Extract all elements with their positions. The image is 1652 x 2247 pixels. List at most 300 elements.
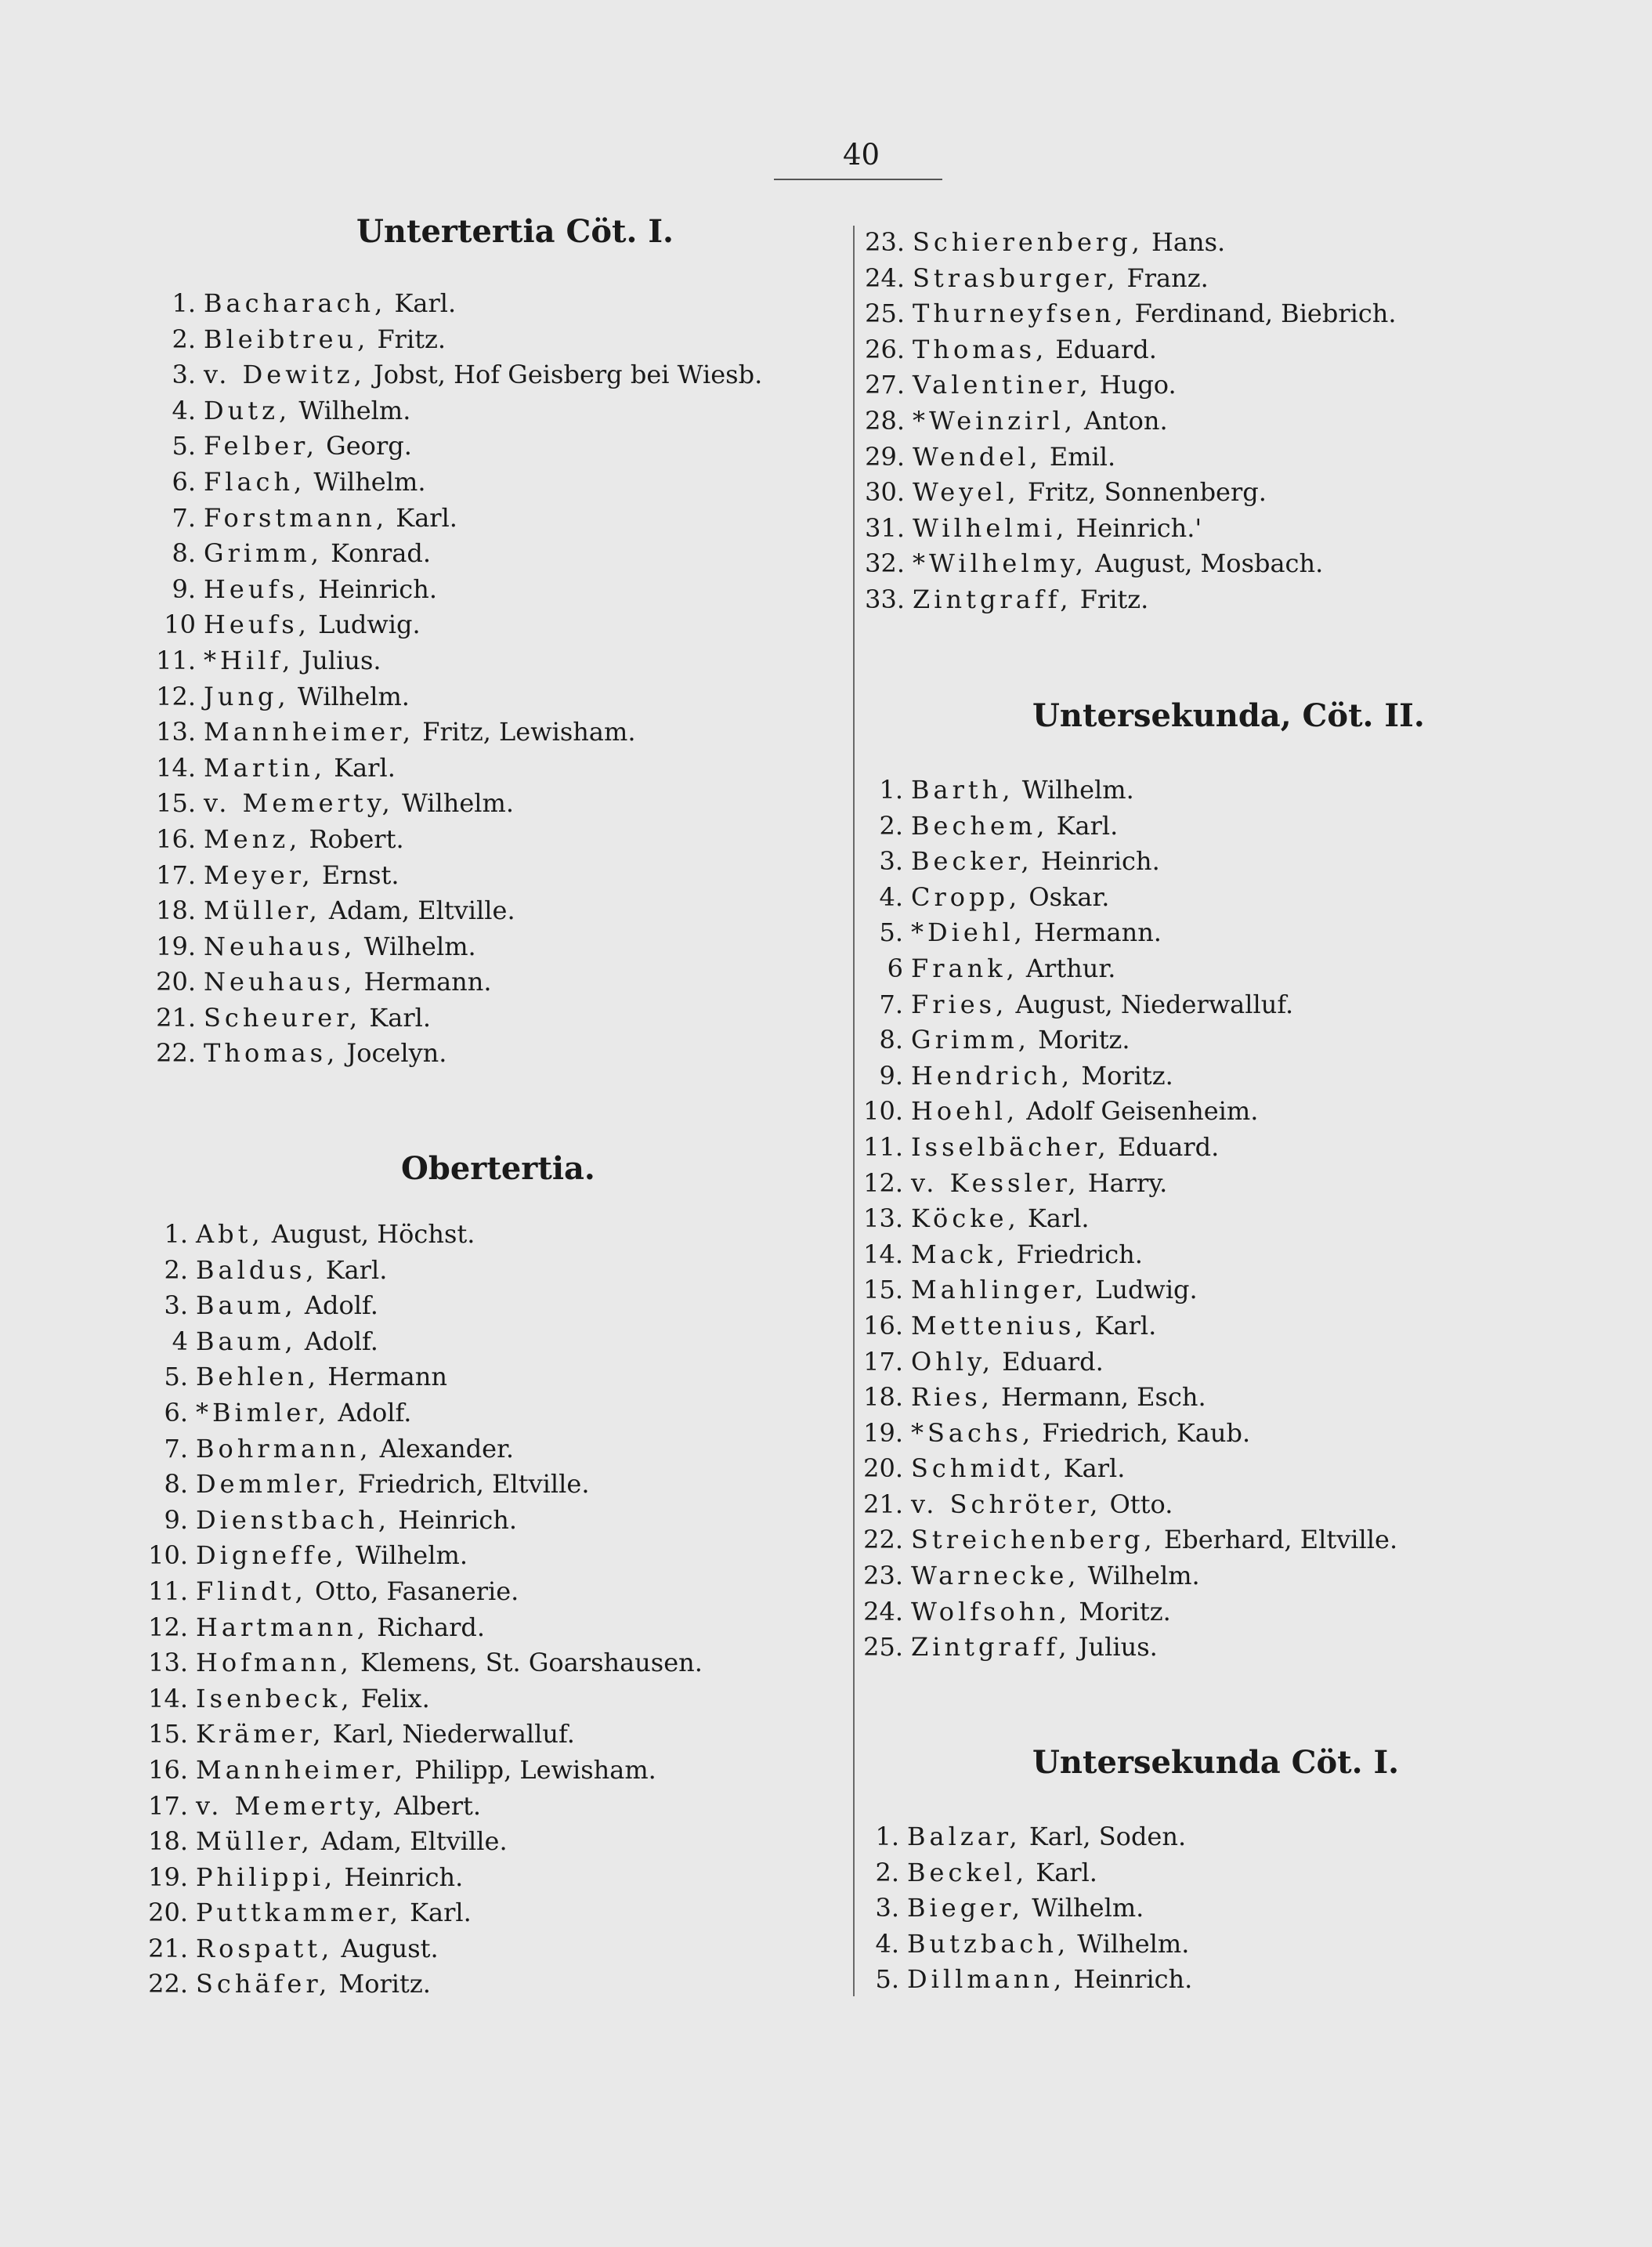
list-item bbox=[141, 1824, 703, 1860]
entry-surname: Hofmann, bbox=[196, 1648, 352, 1678]
entry-surname: Beckel, bbox=[907, 1857, 1028, 1887]
section-title-obertertia: Obertertia. bbox=[401, 1150, 595, 1187]
entry-number: 2. bbox=[879, 810, 903, 841]
entry-number: 6. bbox=[164, 1397, 188, 1427]
entry-number: 16. bbox=[148, 1754, 188, 1785]
entry-number: 8. bbox=[172, 538, 196, 569]
entry-number: 24. bbox=[863, 1596, 903, 1626]
entry-surname: Ries, bbox=[911, 1382, 993, 1413]
list-item bbox=[856, 880, 1397, 916]
entry-details: August, Niederwalluf. bbox=[1007, 989, 1294, 1019]
entry-surname: Hartmann, bbox=[196, 1612, 369, 1642]
entry-number: 32. bbox=[865, 548, 905, 579]
entry-surname: Neuhaus, bbox=[204, 967, 356, 997]
entry-number: 15. bbox=[863, 1275, 903, 1305]
list-item bbox=[141, 1681, 703, 1717]
entry-number: 22. bbox=[863, 1525, 903, 1555]
entry-number: 16. bbox=[156, 823, 196, 854]
entry-surname: Bechem, bbox=[911, 810, 1049, 841]
entry-surname: Wendel, bbox=[913, 441, 1042, 472]
entry-number: 23. bbox=[865, 227, 905, 257]
entry-number: 3. bbox=[172, 360, 196, 390]
entry-surname: Krämer, bbox=[196, 1719, 325, 1749]
entry-details: Friedrich, Eltville. bbox=[349, 1469, 590, 1500]
list-item bbox=[149, 679, 762, 715]
list-item bbox=[858, 582, 1397, 618]
entry-number: 1. bbox=[172, 288, 196, 318]
list-item bbox=[141, 1288, 703, 1324]
entry-details: Adam, Eltville. bbox=[313, 1826, 508, 1857]
entry-surname: Balzar, bbox=[907, 1822, 1021, 1851]
entry-surname: Mettenius, bbox=[911, 1310, 1087, 1341]
entry-details: Hermann bbox=[320, 1362, 447, 1392]
entry-number: 22. bbox=[156, 1038, 196, 1069]
list-item bbox=[141, 1253, 703, 1289]
entry-surname: Becker, bbox=[911, 846, 1033, 877]
entry-details: Wilhelm. bbox=[1024, 1893, 1144, 1923]
entry-surname: v. Memerty, bbox=[204, 788, 394, 819]
entry-details: Adolf. bbox=[296, 1326, 378, 1356]
list-item bbox=[852, 1819, 1192, 1855]
entry-surname: Zintgraff, bbox=[911, 1632, 1071, 1663]
entry-details: Eduard. bbox=[1047, 334, 1157, 364]
entry-details: Wilhelm. bbox=[393, 788, 515, 819]
list-item bbox=[149, 1000, 762, 1037]
list-item bbox=[149, 964, 762, 1000]
list-item bbox=[852, 1855, 1192, 1891]
entry-details: Karl. bbox=[1086, 1310, 1157, 1341]
entry-details: Moritz. bbox=[1029, 1025, 1130, 1055]
entry-number: 23. bbox=[863, 1561, 903, 1591]
entry-details: Fritz, Sonnenberg. bbox=[1019, 477, 1267, 508]
entry-surname: Bohrmann, bbox=[196, 1433, 372, 1464]
entry-number: 11. bbox=[156, 645, 196, 675]
list-item bbox=[149, 929, 762, 965]
entry-number: 9. bbox=[164, 1504, 188, 1535]
entry-details: Wilhelm. bbox=[1014, 775, 1134, 805]
entry-number: 10. bbox=[863, 1096, 903, 1127]
entry-number: 3. bbox=[164, 1290, 188, 1321]
entry-details: Karl. bbox=[326, 752, 396, 783]
entry-number: 28. bbox=[865, 405, 905, 436]
list-item bbox=[856, 1094, 1397, 1130]
entry-surname: Mannheimer, bbox=[196, 1754, 407, 1785]
entry-surname: Thurneyfsen, bbox=[913, 299, 1127, 329]
entry-surname: Abt, bbox=[196, 1219, 264, 1249]
entry-number: 19. bbox=[148, 1862, 188, 1892]
list-item bbox=[141, 1217, 703, 1253]
entry-surname: *Wilhelmy, bbox=[913, 548, 1087, 579]
entry-surname: Bieger, bbox=[907, 1893, 1025, 1923]
entry-details: Karl. bbox=[1028, 1857, 1097, 1887]
entry-number: 6 bbox=[887, 953, 903, 983]
entry-number: 8. bbox=[879, 1025, 903, 1055]
entry-surname: Thomas, bbox=[913, 334, 1048, 364]
entry-surname: Strasburger, bbox=[913, 262, 1119, 293]
entry-surname: Scheurer, bbox=[204, 1002, 362, 1033]
entry-details: Hugo. bbox=[1091, 370, 1177, 400]
entry-surname: Felber, bbox=[204, 431, 318, 461]
entry-number: 18. bbox=[156, 896, 196, 926]
entry-surname: Barth, bbox=[911, 775, 1014, 805]
entry-surname: Mannheimer, bbox=[204, 717, 415, 747]
entry-number: 4. bbox=[875, 1928, 899, 1959]
entry-details: Heinrich. bbox=[1032, 846, 1160, 877]
entry-surname: Martin, bbox=[204, 752, 327, 783]
list-item bbox=[141, 1538, 703, 1574]
entry-number: 18. bbox=[863, 1382, 903, 1413]
entry-number: 33. bbox=[865, 584, 905, 614]
list-item bbox=[856, 773, 1397, 809]
entry-number: 5. bbox=[172, 431, 196, 461]
entry-details: Otto. bbox=[1101, 1489, 1173, 1519]
entry-details: Moritz. bbox=[331, 1969, 431, 1999]
list-item bbox=[141, 1324, 703, 1360]
list-item bbox=[149, 429, 762, 465]
entry-details: Friedrich, Kaub. bbox=[1034, 1417, 1251, 1448]
entry-number: 24. bbox=[865, 262, 905, 293]
entry-details: Wilhelm. bbox=[1069, 1928, 1190, 1959]
list-item bbox=[856, 844, 1397, 880]
entry-details: Karl, Soden. bbox=[1021, 1822, 1187, 1851]
entry-surname: *Bimler, bbox=[196, 1397, 331, 1427]
entry-surname: Fries, bbox=[911, 989, 1008, 1019]
entry-number: 3. bbox=[875, 1893, 899, 1923]
entry-surname: v. Dewitz, bbox=[204, 360, 366, 390]
entry-surname: Flindt, bbox=[196, 1576, 307, 1606]
list-item bbox=[856, 1022, 1397, 1058]
entry-number: 7. bbox=[172, 502, 196, 533]
entry-surname: Puttkammer, bbox=[196, 1898, 402, 1928]
entry-surname: Grimm, bbox=[204, 538, 323, 569]
list-item bbox=[858, 296, 1397, 332]
entry-number: 12. bbox=[156, 681, 196, 711]
entry-details: Emil. bbox=[1041, 441, 1116, 472]
entry-surname: Flach, bbox=[204, 466, 306, 497]
section-title-untertertia: Untertertia Cöt. I. bbox=[356, 213, 674, 250]
entry-number: 25. bbox=[863, 1632, 903, 1663]
header-rule bbox=[774, 179, 942, 180]
entry-surname: Isenbeck, bbox=[196, 1683, 353, 1713]
entry-details: Heinrich.' bbox=[1068, 512, 1202, 543]
entry-details: Albert. bbox=[385, 1790, 482, 1821]
list-item bbox=[141, 1717, 703, 1753]
entry-surname: Bacharach, bbox=[204, 288, 387, 318]
entry-number: 8. bbox=[164, 1469, 188, 1500]
entry-surname: Forstmann, bbox=[204, 502, 389, 533]
entry-number: 20. bbox=[156, 967, 196, 997]
entry-number: 9. bbox=[879, 1060, 903, 1091]
entry-surname: Butzbach, bbox=[907, 1928, 1070, 1959]
list-item bbox=[858, 367, 1397, 403]
entry-details: August, Mosbach. bbox=[1086, 548, 1324, 579]
entry-surname: Wolfsohn, bbox=[911, 1596, 1072, 1626]
entry-details: Hermann. bbox=[1025, 917, 1162, 948]
entry-details: Friedrich. bbox=[1008, 1239, 1143, 1269]
entry-number: 21. bbox=[148, 1933, 188, 1963]
list-untertertia bbox=[149, 286, 762, 1072]
entry-number: 7. bbox=[879, 989, 903, 1019]
list-item bbox=[856, 1558, 1397, 1594]
entry-surname: Hendrich, bbox=[911, 1060, 1074, 1091]
entry-details: Wilhelm. bbox=[305, 466, 426, 497]
list-item bbox=[856, 1344, 1397, 1380]
entry-surname: Weyel, bbox=[913, 477, 1020, 508]
list-item bbox=[141, 1431, 703, 1467]
entry-surname: Grimm, bbox=[911, 1025, 1030, 1055]
list-item bbox=[856, 1630, 1397, 1666]
page-number: 40 bbox=[843, 138, 880, 172]
entry-surname: Demmler, bbox=[196, 1469, 350, 1500]
list-item bbox=[149, 607, 762, 643]
list-item bbox=[141, 1895, 703, 1931]
entry-number: 17. bbox=[863, 1346, 903, 1377]
list-item bbox=[858, 475, 1397, 511]
list-item bbox=[856, 1058, 1397, 1095]
entry-number: 30. bbox=[865, 477, 905, 508]
entry-surname: Hoehl, bbox=[911, 1096, 1019, 1127]
list-item bbox=[858, 440, 1397, 476]
list-item bbox=[149, 322, 762, 358]
entry-details: Heinrich. bbox=[309, 574, 437, 604]
entry-number: 3. bbox=[879, 846, 903, 877]
entry-details: August, Höchst. bbox=[263, 1219, 475, 1249]
entry-surname: Bleibtreu, bbox=[204, 324, 370, 354]
entry-number: 17. bbox=[156, 859, 196, 890]
entry-number: 4 bbox=[172, 1326, 188, 1356]
entry-details: Konrad. bbox=[322, 538, 432, 569]
entry-number: 7. bbox=[164, 1433, 188, 1464]
list-item bbox=[141, 1931, 703, 1967]
entry-details: Karl. bbox=[401, 1898, 472, 1928]
entry-surname: Schmidt, bbox=[911, 1453, 1056, 1484]
entry-details: Georg. bbox=[318, 431, 412, 461]
list-item bbox=[856, 1308, 1397, 1344]
list-item bbox=[856, 1487, 1397, 1523]
list-item bbox=[149, 858, 762, 894]
entry-details: Adolf. bbox=[330, 1397, 412, 1427]
entry-surname: Digneffe, bbox=[196, 1540, 348, 1571]
entry-surname: v. Schröter, bbox=[911, 1489, 1102, 1519]
list-untersekunda-ii bbox=[856, 773, 1397, 1666]
entry-details: Philipp, Lewisham. bbox=[407, 1754, 656, 1785]
entry-surname: Schierenberg, bbox=[913, 227, 1144, 257]
list-item bbox=[141, 1860, 703, 1896]
entry-details: Jocelyn. bbox=[338, 1038, 447, 1069]
entry-details: Karl. bbox=[361, 1002, 432, 1033]
entry-number: 25. bbox=[865, 299, 905, 329]
entry-surname: Menz, bbox=[204, 823, 302, 854]
entry-details: Heinrich. bbox=[336, 1862, 464, 1892]
section-title-untersekunda-ii: Untersekunda, Cöt. II. bbox=[1032, 697, 1425, 734]
entry-surname: Heufs, bbox=[204, 610, 310, 640]
list-item bbox=[856, 1201, 1397, 1237]
list-item bbox=[149, 893, 762, 929]
section-title-untersekunda-i: Untersekunda Cöt. I. bbox=[1032, 1744, 1400, 1781]
entry-surname: Dienstbach, bbox=[196, 1504, 390, 1535]
entry-surname: *Hilf, bbox=[204, 645, 295, 675]
entry-details: Hermann, Esch. bbox=[992, 1382, 1206, 1413]
entry-details: Ferdinand, Biebrich. bbox=[1126, 299, 1397, 329]
entry-details: Franz. bbox=[1119, 262, 1209, 293]
entry-surname: Valentiner, bbox=[913, 370, 1092, 400]
entry-number: 5. bbox=[164, 1362, 188, 1392]
list-item bbox=[149, 357, 762, 393]
list-item bbox=[856, 951, 1397, 987]
entry-number: 16. bbox=[863, 1310, 903, 1341]
entry-details: Wilhelm. bbox=[347, 1540, 468, 1571]
entry-details: Alexander. bbox=[371, 1433, 515, 1464]
entry-details: Anton. bbox=[1075, 405, 1168, 436]
entry-number: 29. bbox=[865, 441, 905, 472]
entry-details: Karl. bbox=[1019, 1203, 1090, 1234]
list-item bbox=[856, 1237, 1397, 1273]
entry-surname: Schäfer, bbox=[196, 1969, 331, 1999]
entry-surname: Müller, bbox=[204, 896, 321, 926]
list-item bbox=[858, 261, 1397, 297]
list-item bbox=[858, 403, 1397, 440]
entry-details: Wilhelm. bbox=[291, 395, 411, 425]
entry-details: Richard. bbox=[368, 1612, 486, 1642]
entry-number: 19. bbox=[863, 1417, 903, 1448]
entry-details: Robert. bbox=[301, 823, 404, 854]
entry-surname: Neuhaus, bbox=[204, 931, 356, 961]
entry-number: 1. bbox=[164, 1219, 188, 1249]
entry-details: Karl, Niederwalluf. bbox=[324, 1719, 575, 1749]
entry-number: 12. bbox=[863, 1167, 903, 1198]
list-item bbox=[856, 1416, 1397, 1452]
entry-details: Wilhelm. bbox=[289, 681, 410, 711]
entry-number: 2. bbox=[875, 1857, 899, 1887]
entry-number: 14. bbox=[148, 1683, 188, 1713]
list-item bbox=[141, 1610, 703, 1646]
entry-surname: Baldus, bbox=[196, 1254, 318, 1285]
entry-details: Oskar. bbox=[1021, 881, 1110, 912]
entry-number: 12. bbox=[148, 1612, 188, 1642]
entry-surname: Philippi, bbox=[196, 1862, 337, 1892]
entry-details: Moritz. bbox=[1073, 1060, 1173, 1091]
entry-surname: Cropp, bbox=[911, 881, 1021, 912]
entry-details: Otto, Fasanerie. bbox=[306, 1576, 519, 1606]
entry-surname: Isselbächer, bbox=[911, 1131, 1110, 1162]
list-item bbox=[858, 225, 1397, 261]
entry-surname: Mack, bbox=[911, 1239, 1009, 1269]
entry-details: Hermann. bbox=[356, 967, 492, 997]
entry-number: 18. bbox=[148, 1826, 188, 1857]
entry-number: 20. bbox=[863, 1453, 903, 1484]
list-item bbox=[858, 332, 1397, 368]
entry-number: 13. bbox=[156, 717, 196, 747]
entry-number: 26. bbox=[865, 334, 905, 364]
entry-surname: v. Memerty, bbox=[196, 1790, 386, 1821]
entry-surname: Baum, bbox=[196, 1290, 297, 1321]
entry-surname: Behlen, bbox=[196, 1362, 320, 1392]
entry-number: 11. bbox=[863, 1131, 903, 1162]
entry-surname: Mahlinger, bbox=[911, 1275, 1087, 1305]
entry-surname: v. Kessler, bbox=[911, 1167, 1080, 1198]
entry-details: Fritz. bbox=[369, 324, 446, 354]
entry-surname: Rospatt, bbox=[196, 1933, 334, 1963]
entry-number: 20. bbox=[148, 1898, 188, 1928]
entry-surname: Dillmann, bbox=[907, 1964, 1066, 1995]
entry-surname: Streichenberg, bbox=[911, 1525, 1156, 1555]
entry-number: 21. bbox=[156, 1002, 196, 1033]
entry-number: 22. bbox=[148, 1969, 188, 1999]
entry-details: Ludwig. bbox=[309, 610, 421, 640]
list-untertertia-continued bbox=[858, 225, 1397, 618]
list-item bbox=[141, 1967, 703, 2003]
entry-details: Felix. bbox=[352, 1683, 430, 1713]
entry-number: 2. bbox=[164, 1254, 188, 1285]
entry-details: Wilhelm. bbox=[356, 931, 476, 961]
list-item bbox=[856, 1522, 1397, 1558]
entry-surname: *Diehl, bbox=[911, 917, 1026, 948]
entry-number: 19. bbox=[156, 931, 196, 961]
entry-number: 2. bbox=[172, 324, 196, 354]
entry-surname: Warnecke, bbox=[911, 1561, 1080, 1591]
entry-details: Moritz. bbox=[1071, 1596, 1171, 1626]
entry-surname: Ohly, bbox=[911, 1346, 995, 1377]
entry-number: 17. bbox=[148, 1790, 188, 1821]
entry-number: 11. bbox=[148, 1576, 188, 1606]
entry-details: Jobst, Hof Geisberg bei Wiesb. bbox=[365, 360, 763, 390]
entry-number: 15. bbox=[156, 788, 196, 819]
entry-details: Harry. bbox=[1079, 1167, 1168, 1198]
list-item bbox=[149, 751, 762, 787]
entry-number: 4. bbox=[879, 881, 903, 912]
entry-surname: Köcke, bbox=[911, 1203, 1020, 1234]
entry-surname: Meyer, bbox=[204, 859, 314, 890]
entry-details: Wilhelm. bbox=[1079, 1561, 1200, 1591]
entry-details: Karl. bbox=[317, 1254, 388, 1285]
entry-number: 31. bbox=[865, 512, 905, 543]
list-obertertia bbox=[141, 1217, 703, 2003]
entry-surname: Heufs, bbox=[204, 574, 310, 604]
entry-details: Arthur. bbox=[1018, 953, 1116, 983]
entry-number: 5. bbox=[875, 1964, 899, 1995]
list-item bbox=[141, 1359, 703, 1395]
entry-details: Eduard. bbox=[1109, 1131, 1220, 1162]
entry-details: Karl. bbox=[1048, 810, 1119, 841]
entry-details: Heinrich. bbox=[389, 1504, 518, 1535]
entry-surname: Frank, bbox=[911, 953, 1018, 983]
list-item bbox=[149, 572, 762, 608]
list-item bbox=[852, 1927, 1192, 1963]
entry-number: 9. bbox=[172, 574, 196, 604]
entry-details: Karl. bbox=[386, 288, 457, 318]
entry-surname: Jung, bbox=[204, 681, 290, 711]
list-item bbox=[149, 643, 762, 679]
entry-number: 5. bbox=[879, 917, 903, 948]
list-item bbox=[141, 1467, 703, 1503]
list-item bbox=[856, 1272, 1397, 1308]
entry-number: 1. bbox=[875, 1822, 899, 1851]
list-item bbox=[149, 1036, 762, 1072]
entry-details: Ludwig. bbox=[1086, 1275, 1198, 1305]
entry-details: Adolf Geisenheim. bbox=[1018, 1096, 1259, 1127]
list-item bbox=[856, 915, 1397, 951]
list-item bbox=[852, 1962, 1192, 1998]
list-item bbox=[141, 1753, 703, 1789]
list-item bbox=[141, 1789, 703, 1825]
list-item bbox=[858, 511, 1397, 547]
entry-number: 6. bbox=[172, 466, 196, 497]
list-item bbox=[141, 1503, 703, 1539]
entry-number: 1. bbox=[879, 775, 903, 805]
list-item bbox=[141, 1395, 703, 1431]
list-item bbox=[141, 1574, 703, 1610]
entry-details: Eberhard, Eltville. bbox=[1155, 1525, 1398, 1555]
